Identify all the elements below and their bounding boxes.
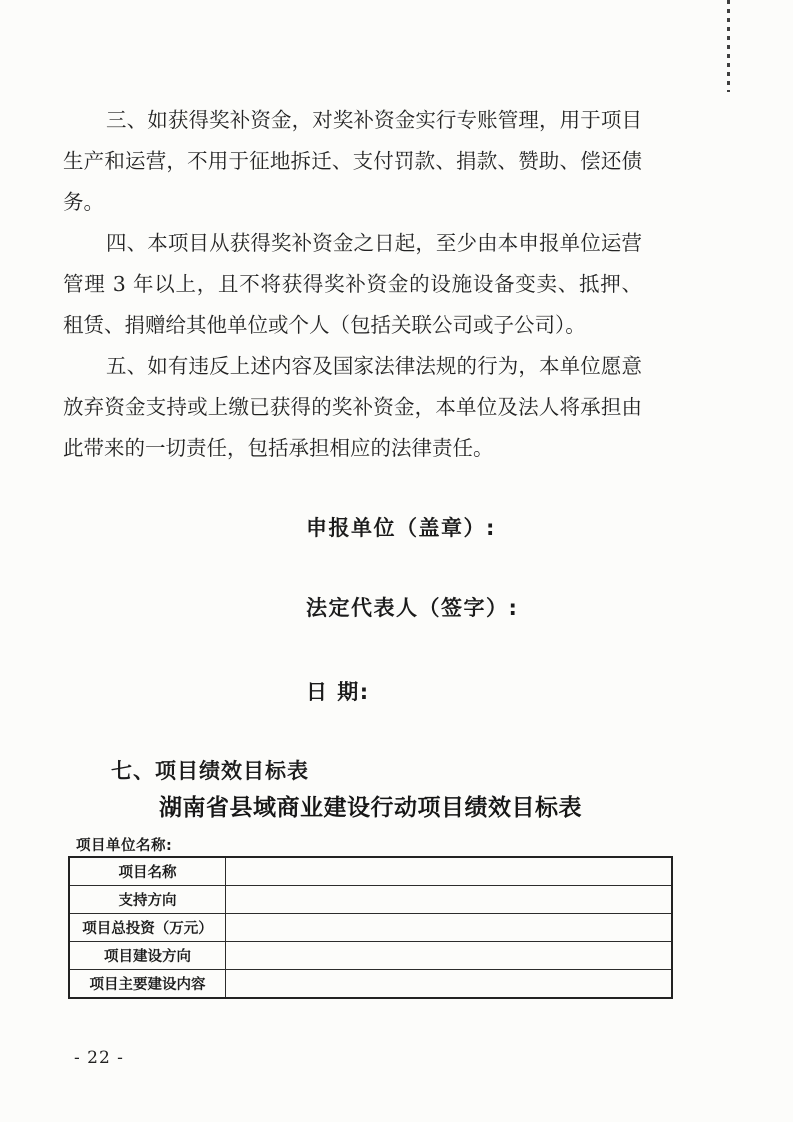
- table-row: [69, 914, 672, 942]
- paragraph-three: 三、如获得奖补资金，对奖补资金实行专账管理，用于项目生产和运营，不用于征地拆迁、支付罚款、捐款、赞助、偿还债务。: [63, 108, 642, 214]
- row-label-total-investment: 项目总投资（万元）: [69, 914, 226, 942]
- row-value-total-investment: [226, 914, 673, 942]
- row-value-support-direction: [226, 886, 673, 914]
- row-value-main-construction-content: [226, 970, 673, 999]
- signature-date-label: 日 期:: [306, 680, 370, 704]
- row-value-project-name: [226, 857, 673, 886]
- table-row: [69, 857, 672, 886]
- row-label-project-name: 项目名称: [69, 857, 226, 886]
- declaration-paragraphs: [63, 100, 642, 469]
- page-number: - 22 -: [74, 1048, 124, 1068]
- project-unit-name-label: 项目单位名称:: [76, 838, 173, 854]
- signature-legal-representative-label: 法定代表人（签字）:: [306, 596, 519, 620]
- table-row: [69, 886, 672, 914]
- row-label-main-construction-content: 项目主要建设内容: [69, 970, 226, 999]
- scan-edge-artifact: [727, 0, 730, 92]
- paragraph-four: 四、本项目从获得奖补资金之日起，至少由本申报单位运营管理 3 年以上，且不将获得奖补资金的设施设备变卖、抵押、租赁、捐赠给其他单位或个人（包括关联公司或子公司）。: [63, 231, 642, 337]
- row-label-construction-direction: 项目建设方向: [69, 942, 226, 970]
- paragraph-five: 五、如有违反上述内容及国家法律法规的行为，本单位愿意放弃资金支持或上缴已获得的奖补资金，本单位及法人将承担由此带来的一切责任，包括承担相应的法律责任。: [63, 354, 642, 460]
- row-value-construction-direction: [226, 942, 673, 970]
- row-label-support-direction: 支持方向: [69, 886, 226, 914]
- table-row: [69, 970, 672, 999]
- table-row: [69, 942, 672, 970]
- performance-table-title: 湖南省县域商业建设行动项目绩效目标表: [159, 795, 582, 821]
- section-seven-heading: 七、项目绩效目标表: [111, 759, 309, 783]
- performance-target-table: [68, 856, 673, 999]
- signature-unit-seal-label: 申报单位（盖章）:: [306, 516, 496, 540]
